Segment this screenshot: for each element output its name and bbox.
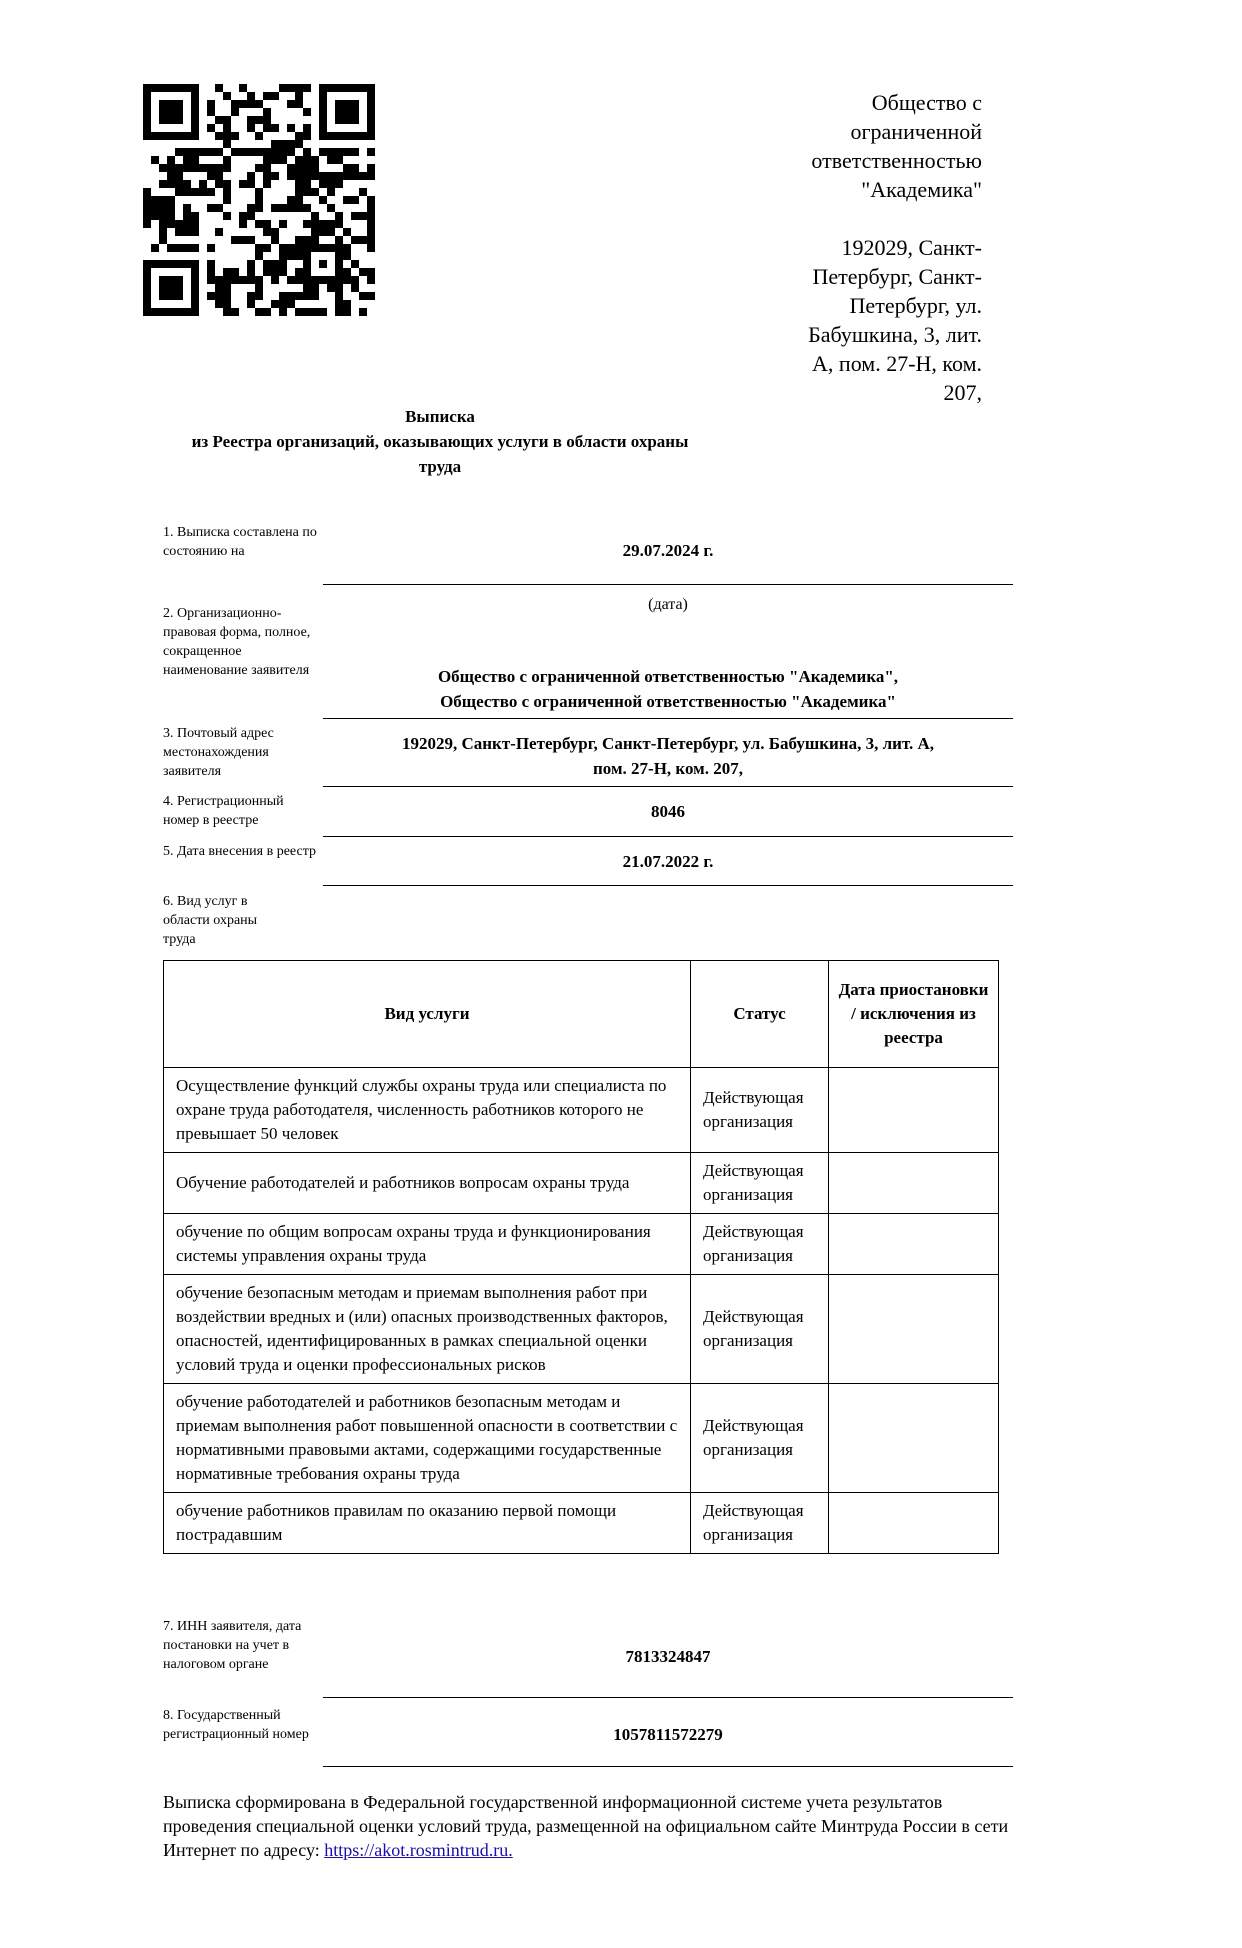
services-table: [163, 960, 999, 1554]
title-line-2: из Реестра организаций, оказывающих услуги в области охраны: [191, 432, 689, 451]
field-regdate-underline: [323, 885, 1013, 886]
service-name: обучение безопасным методам и приемам выполнения работ при воздействии вредных и (или) опасных производственных факторов, опасностей, идентифицированных в рамках специальной оценки условий труда и оценки профессиональных рисков: [164, 1275, 691, 1384]
service-name: обучение по общим вопросам охраны труда и функционирования системы управления охраны труда: [164, 1214, 691, 1275]
field-address-label: 3. Почтовый адрес местонахождения заявителя: [163, 726, 274, 779]
field-ogrn-underline: [323, 1766, 1013, 1767]
service-name: обучение работодателей и работников безопасным методам и приемам выполнения работ повышенной опасности в соответствии с нормативными правовыми актами, содержащими государственные нормативные требования охраны труда: [164, 1384, 691, 1493]
service-status: Действующая организация: [691, 1153, 829, 1214]
field-regdate-label: 5. Дата внесения в реестр: [163, 844, 316, 859]
field-name-value: [323, 664, 1013, 714]
recipient-address: 192029, Санкт- Петербург, Санкт- Петербург, ул. Бабушкина, 3, лит. А, пом. 27-Н, ком. 207,: [808, 235, 982, 405]
field-ogrn-value: 1057811572279: [613, 1725, 723, 1744]
field-address-value: [323, 731, 1013, 781]
field-inn-underline: [323, 1697, 1013, 1698]
field-address-line-2: пом. 27-Н, ком. 207,: [592, 759, 743, 778]
header-status: Статус: [691, 961, 829, 1068]
service-name: Обучение работодателей и работников вопросам охраны труда: [164, 1153, 691, 1214]
service-status: Действующая организация: [691, 1384, 829, 1493]
table-row: [164, 1384, 999, 1493]
header-date: Дата приостановки / исключения из реестра: [829, 961, 999, 1068]
field-address-underline: [323, 786, 1013, 787]
service-name: обучение работников правилам по оказанию первой помощи пострадавшим: [164, 1493, 691, 1554]
table-header-row: [164, 961, 999, 1068]
service-date: [829, 1384, 999, 1493]
field-inn-label: 7. ИНН заявителя, дата постановки на учет в налоговом органе: [163, 1619, 302, 1672]
table-row: [164, 1153, 999, 1214]
qr-code-icon: [143, 84, 375, 316]
field-name-label: 2. Организационно-правовая форма, полное, сокращенное наименование заявителя: [163, 606, 311, 678]
field-date-underline: [323, 584, 1013, 585]
rosmintrud-link[interactable]: https://akot.rosmintrud.ru.: [324, 1840, 513, 1860]
field-regnum-label: 4. Регистрационный номер в реестре: [163, 794, 284, 828]
title-line-1: Выписка: [405, 407, 475, 426]
service-date: [829, 1214, 999, 1275]
field-services-label: 6. Вид услуг в области охраны труда: [163, 894, 258, 947]
footer-text: Выписка сформирована в Федеральной государственной информационной системе учета результатов проведения специальной оценки условий труда, размещенной на официальном сайте Минтруда России в сети Интернет по адресу:: [163, 1792, 1009, 1860]
field-regnum-value: 8046: [651, 802, 685, 821]
service-date: [829, 1153, 999, 1214]
service-status: Действующая организация: [691, 1068, 829, 1153]
title-line-3: труда: [418, 457, 462, 476]
field-date-value: 29.07.2024 г.: [622, 541, 714, 560]
field-regdate-value: 21.07.2022 г.: [622, 852, 714, 871]
field-name-full: Общество с ограниченной ответственностью "Академика",: [437, 667, 899, 686]
document-title: [140, 404, 740, 479]
table-row: [164, 1214, 999, 1275]
field-date-label: 1. Выписка составлена по состоянию на: [163, 525, 317, 559]
table-row: [164, 1493, 999, 1554]
header-service: Вид услуги: [164, 961, 691, 1068]
recipient-block: [720, 88, 982, 407]
field-address-line-1: 192029, Санкт-Петербург, Санкт-Петербург, ул. Бабушкина, 3, лит. А,: [401, 734, 935, 753]
field-date-caption: (дата): [648, 596, 688, 613]
field-name-underline: [323, 718, 1013, 719]
service-name: Осуществление функций службы охраны труда или специалиста по охране труда работодателя, численность работников которого не превышает 50 человек: [164, 1068, 691, 1153]
field-regnum-underline: [323, 836, 1013, 837]
recipient-name: Общество с ограниченной ответственностью "Академика": [811, 90, 982, 202]
service-status: Действующая организация: [691, 1493, 829, 1554]
service-date: [829, 1493, 999, 1554]
field-inn-value: 7813324847: [625, 1647, 711, 1666]
service-date: [829, 1275, 999, 1384]
table-row: [164, 1068, 999, 1153]
qr-code: [143, 84, 375, 316]
field-ogrn-label: 8. Государственный регистрационный номер: [163, 1708, 309, 1742]
field-name-short: Общество с ограниченной ответственностью "Академика": [440, 692, 896, 711]
table-row: [164, 1275, 999, 1384]
service-status: Действующая организация: [691, 1214, 829, 1275]
service-date: [829, 1068, 999, 1153]
service-status: Действующая организация: [691, 1275, 829, 1384]
footer-note: [163, 1790, 1013, 1862]
